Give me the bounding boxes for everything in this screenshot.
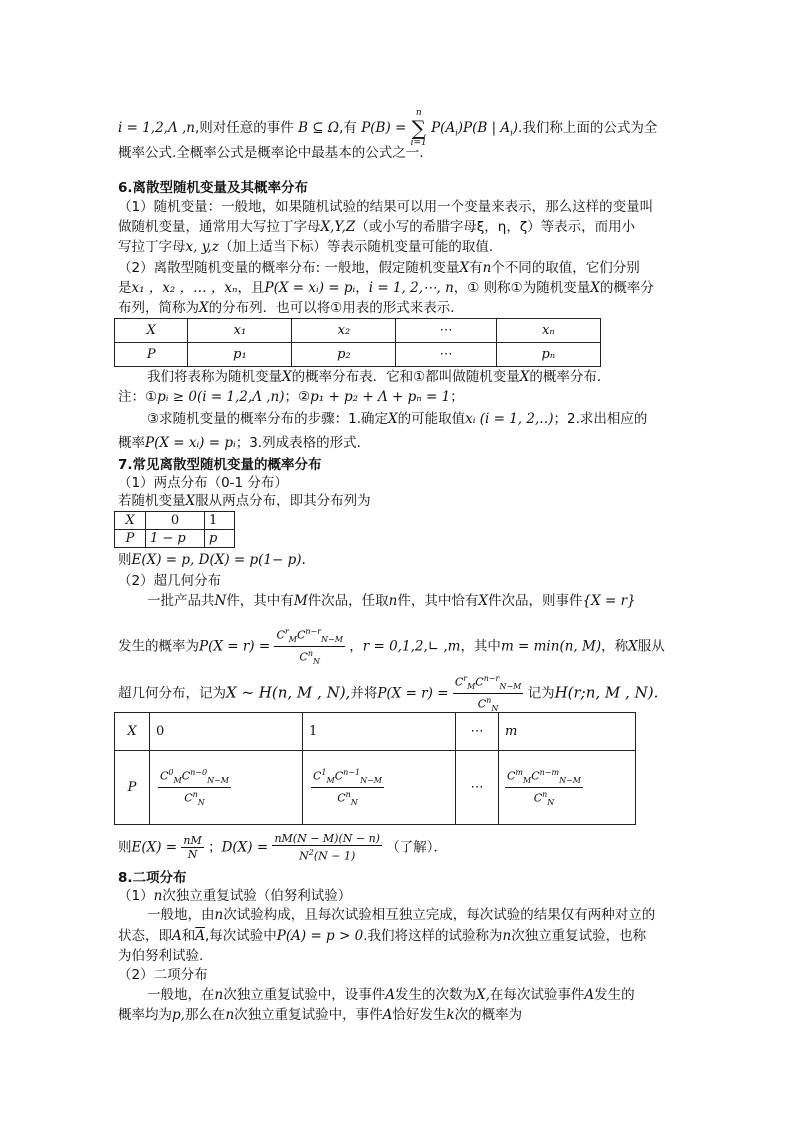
note-line: 注：①pᵢ ≥ 0(i = 1,2,Λ ,n)；②p₁ + p₂ + Λ + pₙ = 1； bbox=[118, 389, 464, 405]
expectation-line: 则E(X) = $\frac{nM}{N}$ ；D(X) = $\frac{nM(N - M)(N - n)}{N^2(N - 1)}$ （了解）． bbox=[118, 832, 448, 863]
summation-symbol: n ∑ i=1 bbox=[410, 108, 427, 148]
total-probability-text: 概率公式.全概率公式是概率论中最基本的公式之一. bbox=[118, 145, 424, 161]
note-line: ③求随机变量的概率分布的步骤：1.确定X的可能取值xᵢ (i = 1, 2,‥)；2.求出相应的 bbox=[147, 411, 648, 427]
table-row: P 1 − p p bbox=[115, 530, 235, 548]
paragraph-line: 为伯努利试验. bbox=[118, 948, 204, 964]
hypergeometric-table bbox=[114, 712, 636, 825]
paragraph-line: 概率均为p,那么在n次独立重复试验中，事件A恰好发生k次的概率为 bbox=[118, 1007, 523, 1023]
paragraph-line: 一般地，由n次试验构成，且每次试验相互独立完成，每次试验的结果仅有两种对立的 bbox=[147, 907, 656, 923]
table-row: P $\frac{C^0_MC^{n-0}_{N-M}}{C^n_N}$ $\frac{C^1_MC^{n-1}_{N-M}}{C^n_N}$ ⋯ $\frac{C^m_MC^{n-m}_{N-M}}{C^n_N}$ bbox=[115, 751, 636, 825]
table-row: P p₁ p₂ ⋯ pₙ bbox=[115, 343, 601, 367]
subheading: （2）二项分布 bbox=[118, 967, 208, 983]
subheading: （1）n次独立重复试验（伯努利试验） bbox=[118, 888, 352, 904]
distribution-table bbox=[114, 318, 601, 367]
section-8-heading: 8.二项分布 bbox=[118, 870, 187, 886]
section-7-heading: 7.常见离散型随机变量的概率分布 bbox=[118, 457, 322, 473]
subheading: （1）两点分布（0-1 分布） bbox=[118, 475, 288, 491]
section-6-heading: 6.离散型随机变量及其概率分布 bbox=[118, 180, 309, 196]
paragraph-line: 状态，即A和$\overline{A}$,每次试验中P(A) = p > 0.我们将这样的试验称为n次独立重复试验，也称 bbox=[118, 928, 647, 944]
paragraph-line: 一批产品共N件，其中有M件次品，任取n件，其中恰有X件次品，则事件{X = r} bbox=[147, 593, 636, 609]
paragraph-line: 一般地，在n次独立重复试验中，设事件A发生的次数为X,在每次试验事件A发生的 bbox=[147, 987, 635, 1003]
table-row: X x₁ x₂ ⋯ xₙ bbox=[115, 319, 601, 343]
total-probability-line: i = 1,2,Λ ,n,则对任意的事件 B ⊆ Ω,有 P(B) = n ∑ i=1 $P(A_i)P(B$ | $A_i$).我们称上面的公式为全 bbox=[118, 108, 658, 148]
paragraph-line: 则E(X) = p, D(X) = p(1− p). bbox=[118, 552, 306, 568]
table-row: X 0 1 ⋯ m bbox=[115, 713, 636, 751]
paragraph-line: 写拉丁字母x, y,z（加上适当下标）等表示随机变量可能的取值. bbox=[118, 239, 494, 255]
table-row: X 0 1 bbox=[115, 512, 235, 530]
paragraph-line: 若随机变量X服从两点分布，即其分布列为 bbox=[118, 493, 371, 509]
fraction: $\frac{C^r_MC^{n-r}_{N-M}}{C^n_N}$ bbox=[276, 627, 343, 666]
paragraph-line: 是x₁ ，x₂ ，… ，xₙ，且P(X = xᵢ) = pᵢ，i = 1, 2,⋯, n，① 则称①为随机变量X的概率分 bbox=[118, 280, 654, 296]
hypergeometric-line: 超几何分布，记为X ~ H(n, M , N),并将P(X = r) = $\frac{C^r_MC^{n-r}_{N-M}}{C^n_N}$ 记为H(r;n, M , N). bbox=[118, 674, 659, 713]
subheading: （2）超几何分布 bbox=[118, 573, 222, 589]
two-point-table bbox=[114, 511, 235, 548]
fraction: $\frac{C^r_MC^{n-r}_{N-M}}{C^n_N}$ bbox=[454, 674, 522, 713]
paragraph-line: （1）随机变量：一般地，如果随机试验的结果可以用一个变量来表示，那么这样的变量叫 bbox=[118, 199, 654, 215]
note-line: 概率P(X = xᵢ) = pᵢ；3.列成表格的形式. bbox=[118, 435, 361, 451]
paragraph-line: 布列，简称为X的分布列．也可以将①用表的形式来表示． bbox=[118, 300, 464, 316]
paragraph-line: 做随机变量，通常用大写拉丁字母X,Y,Z（或小写的希腊字母ξ，η，ζ）等表示，而用小 bbox=[118, 219, 636, 235]
hypergeometric-line: 发生的概率为P(X = r) = $\frac{C^r_MC^{n-r}_{N-M}}{C^n_N}$ ，r = 0,1,2,∟ ,m，其中m = min(n, M)，称X服从 bbox=[118, 627, 665, 666]
paragraph-line: 我们将表称为随机变量X的概率分布表．它和①都叫做随机变量X的概率分布． bbox=[147, 369, 611, 385]
paragraph-line: （2）离散型随机变量的概率分布: 一般地，假定随机变量X有n个不同的取值，它们分别 bbox=[118, 260, 640, 276]
